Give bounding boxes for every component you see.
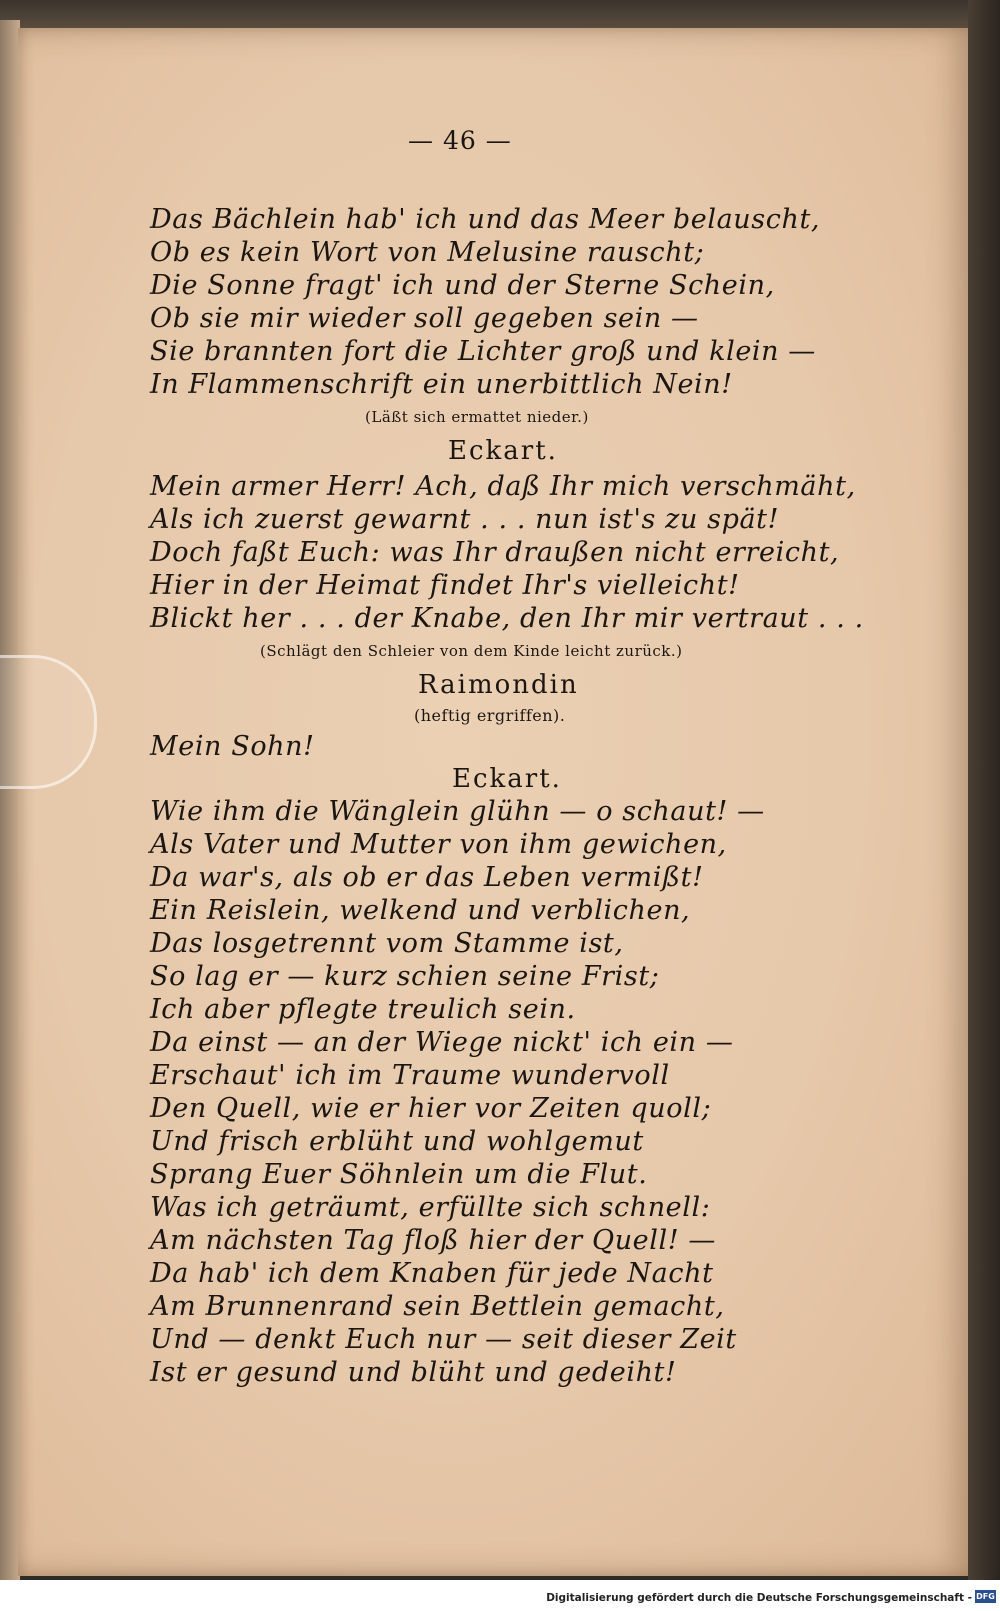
- verse-line: Ob es kein Wort von Melusine rauscht;: [150, 237, 705, 268]
- speaker-name: Raimondin: [418, 670, 579, 700]
- speaker-name: Eckart.: [452, 764, 562, 794]
- verse-line: Ein Reislein, welkend und verblichen,: [150, 895, 691, 926]
- verse-line: Mein Sohn!: [150, 731, 315, 762]
- stage-direction: (Läßt sich ermattet nieder.): [365, 408, 589, 426]
- verse-line: Doch faßt Euch: was Ihr draußen nicht erreicht,: [150, 537, 840, 568]
- verse-line: Das Bächlein hab' ich und das Meer belauscht,: [150, 204, 821, 235]
- stage-direction: (heftig ergriffen).: [414, 706, 566, 725]
- page-number: — 46 —: [408, 126, 512, 155]
- verse-line: Als ich zuerst gewarnt . . . nun ist's zu spät!: [150, 504, 780, 535]
- scan-top-edge: [0, 0, 1000, 28]
- verse-line: Sie brannten fort die Lichter groß und klein —: [150, 336, 816, 367]
- verse-line: Und frisch erblüht und wohlgemut: [150, 1126, 644, 1157]
- verse-line: So lag er — kurz schien seine Frist;: [150, 961, 660, 992]
- verse-line: Das losgetrennt vom Stamme ist,: [150, 928, 624, 959]
- verse-line: Ist er gesund und blüht und gedeiht!: [150, 1357, 677, 1388]
- verse-line: Ob sie mir wieder soll gegeben sein —: [150, 303, 699, 334]
- speaker-name: Eckart.: [448, 436, 558, 466]
- verse-line: Mein armer Herr! Ach, daß Ihr mich verschmäht,: [150, 471, 856, 502]
- page-left-edge: [0, 20, 20, 1580]
- verse-line: Am Brunnenrand sein Bettlein gemacht,: [150, 1291, 725, 1322]
- verse-line: Die Sonne fragt' ich und der Sterne Schein,: [150, 270, 775, 301]
- verse-line: Wie ihm die Wänglein glühn — o schaut! —: [150, 796, 765, 827]
- verse-line: Da war's, als ob er das Leben vermißt!: [150, 862, 704, 893]
- verse-line: Was ich geträumt, erfüllte sich schnell:: [150, 1192, 711, 1223]
- verse-line: Den Quell, wie er hier vor Zeiten quoll;: [150, 1093, 712, 1124]
- footer-credit: Digitalisierung gefördert durch die Deutsche Forschungsgemeinschaft -: [546, 1592, 972, 1604]
- verse-line: Sprang Euer Söhnlein um die Flut.: [150, 1159, 648, 1190]
- verse-line: Ich aber pflegte treulich sein.: [150, 994, 576, 1025]
- verse-line: Da einst — an der Wiege nickt' ich ein —: [150, 1027, 734, 1058]
- verse-line: Am nächsten Tag floß hier der Quell! —: [150, 1225, 716, 1256]
- verse-line: Blickt her . . . der Knabe, den Ihr mir vertraut . . .: [150, 603, 864, 634]
- verse-line: Da hab' ich dem Knaben für jede Nacht: [150, 1258, 714, 1289]
- verse-line: Und — denkt Euch nur — seit dieser Zeit: [150, 1324, 737, 1355]
- dfg-logo: DFG: [976, 1592, 995, 1601]
- stage-direction: (Schlägt den Schleier von dem Kinde leicht zurück.): [260, 642, 683, 660]
- verse-line: Als Vater und Mutter von ihm gewichen,: [150, 829, 727, 860]
- verse-line: Hier in der Heimat findet Ihr's vielleicht!: [150, 570, 740, 601]
- verse-line: Erschaut' ich im Traume wundervoll: [150, 1060, 670, 1091]
- verse-line: In Flammenschrift ein unerbittlich Nein!: [150, 369, 733, 400]
- next-page-edge: [968, 0, 1000, 1580]
